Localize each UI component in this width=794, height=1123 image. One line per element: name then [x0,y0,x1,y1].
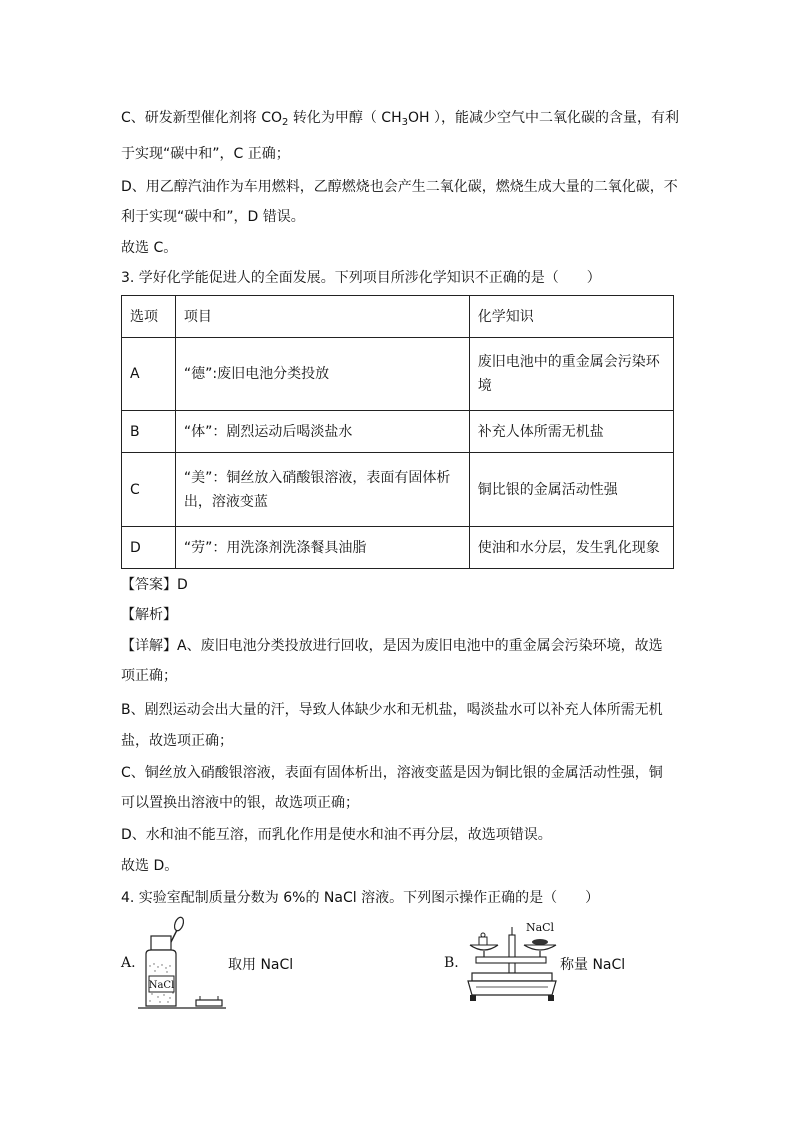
q3-table [121,295,674,569]
row-c-option: C [122,453,176,527]
intro-choose: 故选 C。 [121,240,178,256]
q3-explain-line: 故选 D。 [121,858,179,874]
row-c-project-line1: “美”：铜丝放入硝酸银溶液，表面有固体析 [183,469,451,486]
row-c-project-line2: 出，溶液变蓝 [183,493,268,510]
table-header-row [122,296,674,338]
q3-analysis-title: 【解析】 [121,607,177,623]
q3-explain-line: B、剧烈运动会出大量的汗，导致人体缺少水和无机盐，喝淡盐水可以补充人体所需无机 [121,702,663,718]
q3-explain-line: 项正确； [121,668,177,684]
row-a-knowledge-line2: 境 [477,378,492,394]
q4-option-a-text: 取用 NaCl [228,957,294,973]
table-row [122,411,674,453]
q3-explain-line: C、铜丝放入硝酸银溶液，表面有固体析出，溶液变蓝是因为铜比银的金属活动性强，铜 [121,765,663,781]
q3-explain-line: 【详解】A、废旧电池分类投放进行回收，是因为废旧电池中的重金属会污染环境，故选 [121,638,663,654]
q4-option-b-letter: B. [444,955,459,971]
header-knowledge: 化学知识 [469,296,673,338]
q4-option-a-letter: A. [121,955,136,971]
row-a-knowledge-line1: 废旧电池中的重金属会污染环 [477,354,660,370]
intro-d-line2: 利于实现“碳中和”，D 错误。 [121,209,305,225]
balance-scale-figure [464,915,558,1007]
intro-c-line2: 于实现“碳中和”，C 正确； [121,146,290,162]
reagent-bottle-figure [138,914,230,1012]
q4-stem: 4. 实验室配制质量分数为 6%的 NaCl 溶液。下列图示操作正确的是（ ） [121,890,600,906]
q3-answer: 【答案】D [121,577,188,593]
table-row [122,338,674,411]
q4-option-b-text: 称量 NaCl [560,957,626,973]
q3-stem: 3. 学好化学能促进人的全面发展。下列项目所涉化学知识不正确的是（ ） [121,270,601,286]
row-c-knowledge: 铜比银的金属活动性强 [469,453,673,527]
row-d-option: D [122,527,176,569]
intro-c-line1: C、研发新型催化剂将 $CO_2$ 转化为甲醇（ $CH_3OH$ ），能减少空气中二氧化碳的含量，有利 [121,110,679,128]
bottle-label: NaCl [148,980,175,991]
row-a-knowledge [469,338,673,411]
row-c-project [175,453,469,527]
pan-label: NaCl [525,921,555,934]
intro-d-line1: D、用乙醇汽油作为车用燃料，乙醇燃烧也会产生二氧化碳，燃烧生成大量的二氧化碳，不 [121,179,678,195]
row-b-knowledge: 补充人体所需无机盐 [469,411,673,453]
header-option: 选项 [122,296,176,338]
row-b-option: B [122,411,176,453]
table-row [122,453,674,527]
q3-explain-line: 盐，故选项正确； [121,733,233,749]
q3-explain-line: 可以置换出溶液中的银，故选项正确； [121,795,359,811]
row-a-option: A [122,338,176,411]
row-d-knowledge: 使油和水分层，发生乳化现象 [469,527,673,569]
row-a-project: “德”:废旧电池分类投放 [175,338,469,411]
q3-explain-line: D、水和油不能互溶，而乳化作用是使水和油不再分层，故选项错误。 [121,827,552,843]
table-row [122,527,674,569]
row-d-project: “劳”：用洗涤剂洗涤餐具油脂 [175,527,469,569]
header-project: 项目 [175,296,469,338]
row-b-project: “体”：剧烈运动后喝淡盐水 [175,411,469,453]
